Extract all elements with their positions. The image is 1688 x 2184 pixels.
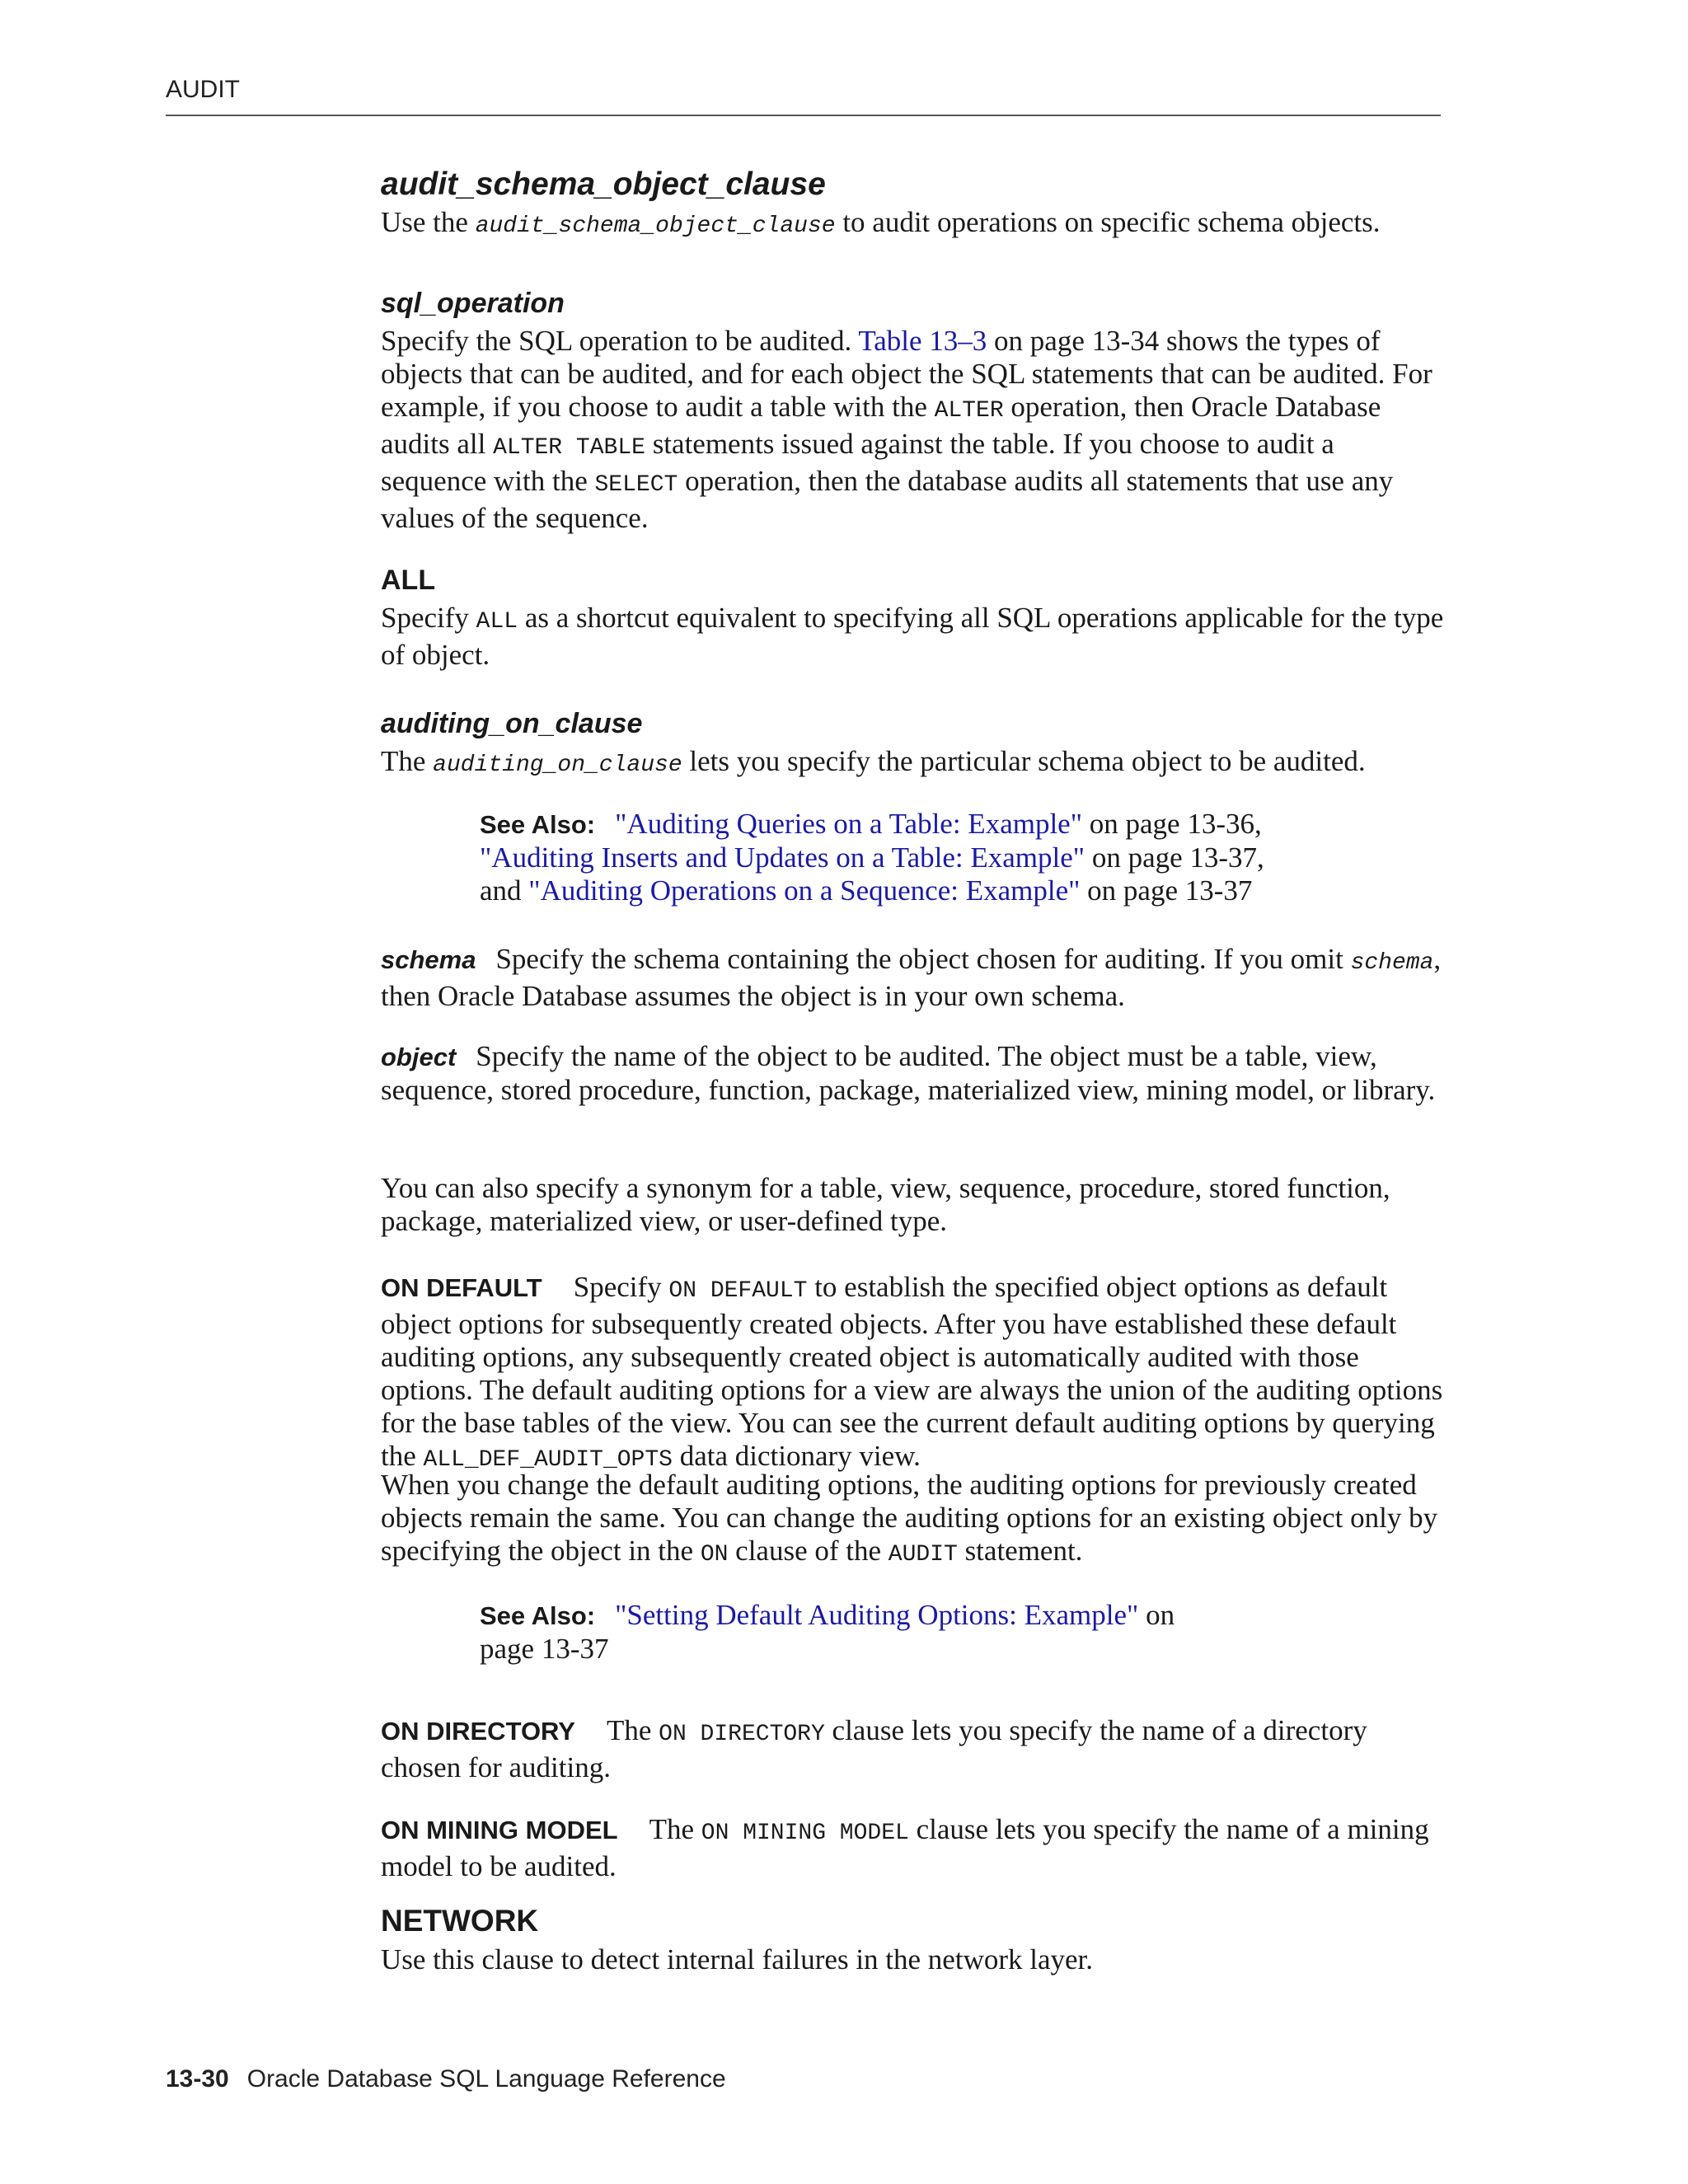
see-also-note: See Also: "Auditing Queries on a Table: Example" on page 13-36, "Auditing Inserts and Updates on a Table: Example" on page 13-37, and "Auditing Operations on a Sequence: Example" on page 13-37 — [480, 808, 1264, 907]
link-setting-default-auditing[interactable]: "Setting Default Auditing Options: Example" — [615, 1599, 1139, 1631]
link-auditing-inserts-updates[interactable]: "Auditing Inserts and Updates on a Table: Example" — [480, 841, 1085, 874]
see-also-label: See Also: — [480, 810, 596, 839]
paragraph-object: object Specify the name of the object to be audited. The object must be a table, view, sequence, stored procedure, function, package, materialized view, mining model, or library. — [381, 1040, 1436, 1106]
see-also-note-2: See Also: "Setting Default Auditing Options: Example" on page 13-37 — [480, 1599, 1175, 1665]
run-in-term: schema — [381, 945, 476, 974]
paragraph-schema: schema Specify the schema containing the object chosen for auditing. If you omit schema, then Oracle Database assumes the object is in your own schema. — [381, 943, 1442, 1012]
paragraph-on-directory: ON DIRECTORY The ON DIRECTORY clause lets you specify the name of a directory chosen for auditing. — [381, 1714, 1367, 1783]
running-header: AUDIT — [166, 76, 240, 103]
run-in-term: ON DIRECTORY — [381, 1717, 575, 1746]
section-heading: auditing_on_clause — [381, 708, 643, 739]
run-in-term: object — [381, 1043, 457, 1071]
paragraph-on-mining-model: ON MINING MODEL The ON MINING MODEL clause lets you specify the name of a mining model to be audited. — [381, 1813, 1429, 1882]
section-heading: sql_operation — [381, 288, 565, 319]
table-13-3-link[interactable]: Table 13–3 — [858, 325, 987, 357]
see-also-label: See Also: — [480, 1601, 596, 1630]
link-auditing-sequence[interactable]: "Auditing Operations on a Sequence: Example" — [528, 874, 1081, 907]
paragraph: The auditing_on_clause lets you specify the particular schema object to be audited. — [381, 745, 1366, 778]
page-number: 13-30 — [166, 2065, 229, 2093]
link-auditing-queries[interactable]: "Auditing Queries on a Table: Example" — [615, 808, 1082, 840]
header-rule — [166, 115, 1441, 116]
section-heading: ALL — [381, 565, 436, 596]
paragraph: Use the audit_schema_object_clause to audit operations on specific schema objects. — [381, 206, 1381, 239]
paragraph-on-default: ON DEFAULT Specify ON DEFAULT to establish the specified object options as default object options for subsequently created objects. After you have established these default auditing options, any subsequently created object is automatically audited with those options. The default auditing options for a view are always the union of the auditing options for the base tables of the view. You can see the current default auditing options by querying the ALL_DEF_AUDIT_OPTS data dictionary view. — [381, 1271, 1443, 1473]
paragraph-default-change: When you change the default auditing options, the auditing options for previously created objects remain the same. You can change the auditing options for an existing object only by specifying the object in the ON clause of the AUDIT statement. — [381, 1469, 1438, 1568]
section-sql-operation — [381, 287, 1444, 535]
paragraph: Use this clause to detect internal failures in the network layer. — [381, 1943, 1094, 1975]
run-in-term: ON MINING MODEL — [381, 1816, 618, 1844]
book-title: Oracle Database SQL Language Reference — [246, 2065, 726, 2093]
section-audit-schema-object-clause — [381, 168, 1444, 243]
section-heading: NETWORK — [381, 1904, 539, 1938]
page-footer — [166, 2065, 726, 2093]
section-all — [381, 564, 1444, 672]
paragraph: Specify the SQL operation to be audited. Table 13–3 on page 13-34 shows the types of objects that can be audited, and for each object the SQL statements that can be audited. For example, if you choose to audit a table with the ALTER operation, then Oracle Database audits all ALTER TABLE statements issued against the table. If you choose to audit a sequence with the SELECT operation, then the database audits all statements that use any values of the sequence. — [381, 325, 1432, 534]
paragraph-synonym: You can also specify a synonym for a table, view, sequence, procedure, stored function, package, materialized view, or user-defined type. — [381, 1172, 1390, 1237]
section-network — [381, 1904, 1444, 1976]
paragraph: Specify ALL as a shortcut equivalent to specifying all SQL operations applicable for the type of object. — [381, 602, 1444, 671]
section-auditing-on-clause — [381, 707, 1444, 782]
run-in-term: ON DEFAULT — [381, 1273, 542, 1302]
section-heading: audit_schema_object_clause — [381, 166, 826, 202]
